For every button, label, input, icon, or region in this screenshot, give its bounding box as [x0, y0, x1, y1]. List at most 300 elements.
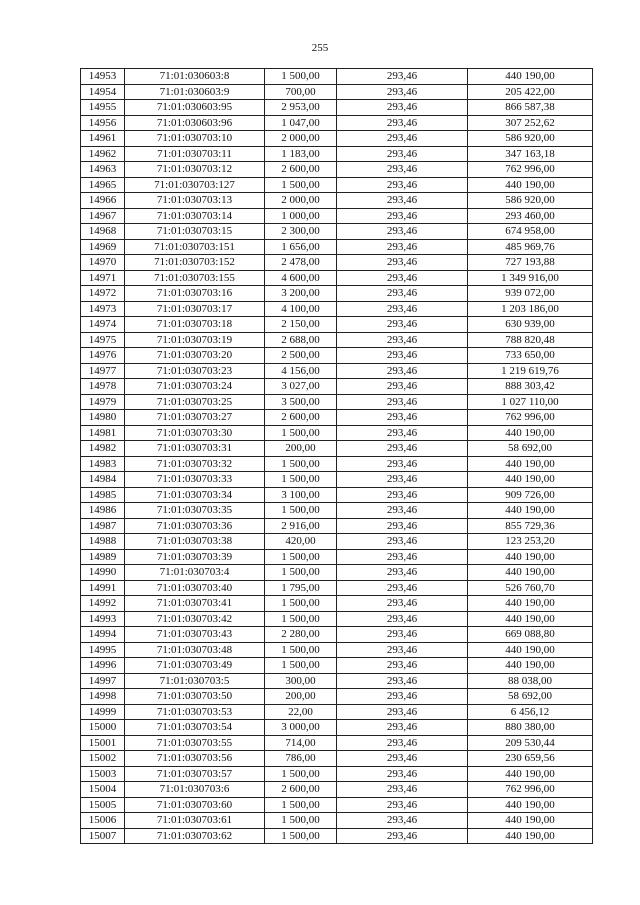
value-cell: 307 252,62 [468, 115, 593, 131]
table-row [81, 363, 593, 379]
row-number-cell: 14977 [81, 363, 125, 379]
table-row [81, 286, 593, 302]
row-number-cell: 14991 [81, 580, 125, 596]
area-cell: 3 500,00 [265, 394, 337, 410]
rate-cell: 293,46 [337, 410, 468, 426]
cadastral-number-cell: 71:01:030703:35 [125, 503, 265, 519]
rate-cell: 293,46 [337, 317, 468, 333]
table-row [81, 797, 593, 813]
cadastral-number-cell: 71:01:030703:56 [125, 751, 265, 767]
cadastral-number-cell: 71:01:030703:155 [125, 270, 265, 286]
area-cell: 2 500,00 [265, 348, 337, 364]
value-cell: 762 996,00 [468, 162, 593, 178]
value-cell: 485 969,76 [468, 239, 593, 255]
row-number-cell: 15002 [81, 751, 125, 767]
value-cell: 630 939,00 [468, 317, 593, 333]
cadastral-number-cell: 71:01:030703:127 [125, 177, 265, 193]
area-cell: 1 500,00 [265, 425, 337, 441]
area-cell: 2 600,00 [265, 162, 337, 178]
cadastral-number-cell: 71:01:030703:33 [125, 472, 265, 488]
value-cell: 586 920,00 [468, 131, 593, 147]
cadastral-number-cell: 71:01:030703:43 [125, 627, 265, 643]
cadastral-number-cell: 71:01:030703:15 [125, 224, 265, 240]
value-cell: 440 190,00 [468, 596, 593, 612]
area-cell: 2 000,00 [265, 193, 337, 209]
table-row [81, 565, 593, 581]
value-cell: 58 692,00 [468, 689, 593, 705]
row-number-cell: 14990 [81, 565, 125, 581]
row-number-cell: 15001 [81, 735, 125, 751]
value-cell: 1 349 916,00 [468, 270, 593, 286]
cadastral-number-cell: 71:01:030703:27 [125, 410, 265, 426]
rate-cell: 293,46 [337, 239, 468, 255]
row-number-cell: 14961 [81, 131, 125, 147]
row-number-cell: 14956 [81, 115, 125, 131]
rate-cell: 293,46 [337, 735, 468, 751]
cadastral-number-cell: 71:01:030703:53 [125, 704, 265, 720]
row-number-cell: 15004 [81, 782, 125, 798]
value-cell: 440 190,00 [468, 69, 593, 85]
row-number-cell: 14989 [81, 549, 125, 565]
value-cell: 788 820,48 [468, 332, 593, 348]
row-number-cell: 14978 [81, 379, 125, 395]
row-number-cell: 14998 [81, 689, 125, 705]
value-cell: 1 219 619,76 [468, 363, 593, 379]
table-row [81, 69, 593, 85]
cadastral-number-cell: 71:01:030703:6 [125, 782, 265, 798]
table-row [81, 255, 593, 271]
rate-cell: 293,46 [337, 534, 468, 550]
table-row [81, 146, 593, 162]
area-cell: 2 688,00 [265, 332, 337, 348]
area-cell: 2 953,00 [265, 100, 337, 116]
row-number-cell: 14992 [81, 596, 125, 612]
value-cell: 762 996,00 [468, 782, 593, 798]
table-row [81, 239, 593, 255]
area-cell: 1 183,00 [265, 146, 337, 162]
cadastral-number-cell: 71:01:030703:12 [125, 162, 265, 178]
value-cell: 586 920,00 [468, 193, 593, 209]
row-number-cell: 14971 [81, 270, 125, 286]
cadastral-number-cell: 71:01:030703:55 [125, 735, 265, 751]
table-row [81, 301, 593, 317]
rate-cell: 293,46 [337, 782, 468, 798]
rate-cell: 293,46 [337, 549, 468, 565]
table-row [81, 472, 593, 488]
table-row [81, 766, 593, 782]
cadastral-number-cell: 71:01:030703:151 [125, 239, 265, 255]
table-row [81, 735, 593, 751]
cadastral-number-cell: 71:01:030703:23 [125, 363, 265, 379]
area-cell: 1 500,00 [265, 658, 337, 674]
table-row [81, 348, 593, 364]
value-cell: 855 729,36 [468, 518, 593, 534]
cadastral-number-cell: 71:01:030703:32 [125, 456, 265, 472]
area-cell: 1 500,00 [265, 472, 337, 488]
area-cell: 2 916,00 [265, 518, 337, 534]
cadastral-number-cell: 71:01:030703:36 [125, 518, 265, 534]
area-cell: 1 500,00 [265, 642, 337, 658]
row-number-cell: 15005 [81, 797, 125, 813]
value-cell: 440 190,00 [468, 828, 593, 844]
rate-cell: 293,46 [337, 642, 468, 658]
area-cell: 1 500,00 [265, 549, 337, 565]
area-cell: 2 150,00 [265, 317, 337, 333]
cadastral-number-cell: 71:01:030603:8 [125, 69, 265, 85]
table-row [81, 751, 593, 767]
rate-cell: 293,46 [337, 596, 468, 612]
table-row [81, 115, 593, 131]
rate-cell: 293,46 [337, 208, 468, 224]
rate-cell: 293,46 [337, 813, 468, 829]
table-row [81, 828, 593, 844]
rate-cell: 293,46 [337, 627, 468, 643]
row-number-cell: 15003 [81, 766, 125, 782]
table-row [81, 162, 593, 178]
cadastral-number-cell: 71:01:030703:39 [125, 549, 265, 565]
rate-cell: 293,46 [337, 658, 468, 674]
rate-cell: 293,46 [337, 348, 468, 364]
row-number-cell: 15000 [81, 720, 125, 736]
cadastral-number-cell: 71:01:030703:41 [125, 596, 265, 612]
cadastral-number-cell: 71:01:030703:38 [125, 534, 265, 550]
table-row [81, 673, 593, 689]
rate-cell: 293,46 [337, 704, 468, 720]
cadastral-number-cell: 71:01:030703:152 [125, 255, 265, 271]
land-parcel-table [80, 68, 593, 844]
table-row [81, 704, 593, 720]
area-cell: 2 000,00 [265, 131, 337, 147]
rate-cell: 293,46 [337, 193, 468, 209]
value-cell: 674 958,00 [468, 224, 593, 240]
area-cell: 1 000,00 [265, 208, 337, 224]
row-number-cell: 14965 [81, 177, 125, 193]
rate-cell: 293,46 [337, 720, 468, 736]
rate-cell: 293,46 [337, 766, 468, 782]
table-row [81, 720, 593, 736]
row-number-cell: 14980 [81, 410, 125, 426]
table-row [81, 379, 593, 395]
table-row [81, 689, 593, 705]
area-cell: 4 600,00 [265, 270, 337, 286]
cadastral-number-cell: 71:01:030603:95 [125, 100, 265, 116]
cadastral-number-cell: 71:01:030703:61 [125, 813, 265, 829]
row-number-cell: 14997 [81, 673, 125, 689]
row-number-cell: 15006 [81, 813, 125, 829]
value-cell: 762 996,00 [468, 410, 593, 426]
area-cell: 200,00 [265, 689, 337, 705]
table-row [81, 534, 593, 550]
row-number-cell: 14987 [81, 518, 125, 534]
area-cell: 1 500,00 [265, 565, 337, 581]
rate-cell: 293,46 [337, 611, 468, 627]
rate-cell: 293,46 [337, 286, 468, 302]
value-cell: 58 692,00 [468, 441, 593, 457]
row-number-cell: 14975 [81, 332, 125, 348]
cadastral-number-cell: 71:01:030703:16 [125, 286, 265, 302]
area-cell: 3 000,00 [265, 720, 337, 736]
value-cell: 440 190,00 [468, 766, 593, 782]
value-cell: 440 190,00 [468, 503, 593, 519]
area-cell: 22,00 [265, 704, 337, 720]
cadastral-number-cell: 71:01:030703:60 [125, 797, 265, 813]
value-cell: 440 190,00 [468, 565, 593, 581]
value-cell: 526 760,70 [468, 580, 593, 596]
table-row [81, 782, 593, 798]
table-row [81, 270, 593, 286]
area-cell: 2 600,00 [265, 782, 337, 798]
value-cell: 347 163,18 [468, 146, 593, 162]
table-row [81, 813, 593, 829]
table-row [81, 410, 593, 426]
cadastral-number-cell: 71:01:030703:5 [125, 673, 265, 689]
row-number-cell: 14999 [81, 704, 125, 720]
rate-cell: 293,46 [337, 580, 468, 596]
rate-cell: 293,46 [337, 224, 468, 240]
area-cell: 3 027,00 [265, 379, 337, 395]
value-cell: 1 203 186,00 [468, 301, 593, 317]
rate-cell: 293,46 [337, 270, 468, 286]
cadastral-number-cell: 71:01:030703:50 [125, 689, 265, 705]
value-cell: 205 422,00 [468, 84, 593, 100]
row-number-cell: 14996 [81, 658, 125, 674]
rate-cell: 293,46 [337, 472, 468, 488]
area-cell: 420,00 [265, 534, 337, 550]
cadastral-number-cell: 71:01:030703:13 [125, 193, 265, 209]
value-cell: 440 190,00 [468, 611, 593, 627]
table-row [81, 131, 593, 147]
cadastral-number-cell: 71:01:030703:34 [125, 487, 265, 503]
area-cell: 2 300,00 [265, 224, 337, 240]
value-cell: 669 088,80 [468, 627, 593, 643]
area-cell: 2 478,00 [265, 255, 337, 271]
cadastral-number-cell: 71:01:030703:25 [125, 394, 265, 410]
rate-cell: 293,46 [337, 456, 468, 472]
table-row [81, 84, 593, 100]
area-cell: 700,00 [265, 84, 337, 100]
area-cell: 300,00 [265, 673, 337, 689]
row-number-cell: 14973 [81, 301, 125, 317]
table-body [81, 69, 593, 844]
value-cell: 880 380,00 [468, 720, 593, 736]
area-cell: 4 100,00 [265, 301, 337, 317]
table-row [81, 487, 593, 503]
table-row [81, 177, 593, 193]
value-cell: 888 303,42 [468, 379, 593, 395]
area-cell: 1 500,00 [265, 828, 337, 844]
area-cell: 3 100,00 [265, 487, 337, 503]
table-row [81, 518, 593, 534]
value-cell: 939 072,00 [468, 286, 593, 302]
table-row [81, 441, 593, 457]
cadastral-number-cell: 71:01:030603:96 [125, 115, 265, 131]
area-cell: 1 500,00 [265, 611, 337, 627]
cadastral-number-cell: 71:01:030703:4 [125, 565, 265, 581]
area-cell: 1 656,00 [265, 239, 337, 255]
table-row [81, 332, 593, 348]
area-cell: 1 500,00 [265, 456, 337, 472]
cadastral-number-cell: 71:01:030703:48 [125, 642, 265, 658]
rate-cell: 293,46 [337, 69, 468, 85]
rate-cell: 293,46 [337, 689, 468, 705]
cadastral-number-cell: 71:01:030703:54 [125, 720, 265, 736]
table-row [81, 317, 593, 333]
cadastral-number-cell: 71:01:030703:42 [125, 611, 265, 627]
table-row [81, 224, 593, 240]
table-row [81, 394, 593, 410]
cadastral-number-cell: 71:01:030703:10 [125, 131, 265, 147]
value-cell: 230 659,56 [468, 751, 593, 767]
row-number-cell: 15007 [81, 828, 125, 844]
rate-cell: 293,46 [337, 363, 468, 379]
value-cell: 440 190,00 [468, 658, 593, 674]
value-cell: 1 027 110,00 [468, 394, 593, 410]
rate-cell: 293,46 [337, 301, 468, 317]
area-cell: 1 500,00 [265, 766, 337, 782]
value-cell: 6 456,12 [468, 704, 593, 720]
area-cell: 786,00 [265, 751, 337, 767]
area-cell: 1 500,00 [265, 503, 337, 519]
cadastral-number-cell: 71:01:030703:17 [125, 301, 265, 317]
table-row [81, 100, 593, 116]
value-cell: 909 726,00 [468, 487, 593, 503]
cadastral-number-cell: 71:01:030703:11 [125, 146, 265, 162]
area-cell: 1 500,00 [265, 797, 337, 813]
rate-cell: 293,46 [337, 177, 468, 193]
row-number-cell: 14970 [81, 255, 125, 271]
rate-cell: 293,46 [337, 518, 468, 534]
cadastral-number-cell: 71:01:030703:40 [125, 580, 265, 596]
row-number-cell: 14994 [81, 627, 125, 643]
row-number-cell: 14955 [81, 100, 125, 116]
rate-cell: 293,46 [337, 487, 468, 503]
table-row [81, 642, 593, 658]
row-number-cell: 14966 [81, 193, 125, 209]
value-cell: 440 190,00 [468, 425, 593, 441]
row-number-cell: 14983 [81, 456, 125, 472]
row-number-cell: 14981 [81, 425, 125, 441]
row-number-cell: 14969 [81, 239, 125, 255]
rate-cell: 293,46 [337, 425, 468, 441]
cadastral-number-cell: 71:01:030703:24 [125, 379, 265, 395]
area-cell: 1 500,00 [265, 813, 337, 829]
area-cell: 2 280,00 [265, 627, 337, 643]
table-row [81, 549, 593, 565]
value-cell: 440 190,00 [468, 642, 593, 658]
row-number-cell: 14972 [81, 286, 125, 302]
value-cell: 88 038,00 [468, 673, 593, 689]
rate-cell: 293,46 [337, 84, 468, 100]
value-cell: 293 460,00 [468, 208, 593, 224]
rate-cell: 293,46 [337, 394, 468, 410]
cadastral-number-cell: 71:01:030603:9 [125, 84, 265, 100]
cadastral-number-cell: 71:01:030703:20 [125, 348, 265, 364]
row-number-cell: 14986 [81, 503, 125, 519]
table-row [81, 596, 593, 612]
area-cell: 1 500,00 [265, 177, 337, 193]
cadastral-number-cell: 71:01:030703:49 [125, 658, 265, 674]
rate-cell: 293,46 [337, 131, 468, 147]
table-row [81, 425, 593, 441]
rate-cell: 293,46 [337, 751, 468, 767]
row-number-cell: 14968 [81, 224, 125, 240]
table-row [81, 611, 593, 627]
rate-cell: 293,46 [337, 565, 468, 581]
row-number-cell: 14988 [81, 534, 125, 550]
row-number-cell: 14982 [81, 441, 125, 457]
row-number-cell: 14953 [81, 69, 125, 85]
cadastral-number-cell: 71:01:030703:57 [125, 766, 265, 782]
area-cell: 2 600,00 [265, 410, 337, 426]
row-number-cell: 14963 [81, 162, 125, 178]
value-cell: 440 190,00 [468, 797, 593, 813]
table-row [81, 208, 593, 224]
row-number-cell: 14995 [81, 642, 125, 658]
rate-cell: 293,46 [337, 100, 468, 116]
cadastral-number-cell: 71:01:030703:18 [125, 317, 265, 333]
row-number-cell: 14967 [81, 208, 125, 224]
table-row [81, 658, 593, 674]
rate-cell: 293,46 [337, 146, 468, 162]
rate-cell: 293,46 [337, 828, 468, 844]
area-cell: 714,00 [265, 735, 337, 751]
rate-cell: 293,46 [337, 332, 468, 348]
area-cell: 1 500,00 [265, 69, 337, 85]
table-row [81, 193, 593, 209]
rate-cell: 293,46 [337, 673, 468, 689]
cadastral-number-cell: 71:01:030703:14 [125, 208, 265, 224]
rate-cell: 293,46 [337, 115, 468, 131]
value-cell: 866 587,38 [468, 100, 593, 116]
row-number-cell: 14984 [81, 472, 125, 488]
row-number-cell: 14976 [81, 348, 125, 364]
table-row [81, 580, 593, 596]
area-cell: 3 200,00 [265, 286, 337, 302]
rate-cell: 293,46 [337, 255, 468, 271]
page-number: 255 [311, 42, 329, 54]
row-number-cell: 14962 [81, 146, 125, 162]
value-cell: 123 253,20 [468, 534, 593, 550]
row-number-cell: 14985 [81, 487, 125, 503]
value-cell: 733 650,00 [468, 348, 593, 364]
table-row [81, 503, 593, 519]
value-cell: 440 190,00 [468, 456, 593, 472]
area-cell: 1 047,00 [265, 115, 337, 131]
row-number-cell: 14974 [81, 317, 125, 333]
row-number-cell: 14979 [81, 394, 125, 410]
value-cell: 440 190,00 [468, 813, 593, 829]
value-cell: 440 190,00 [468, 549, 593, 565]
rate-cell: 293,46 [337, 797, 468, 813]
value-cell: 209 530,44 [468, 735, 593, 751]
row-number-cell: 14954 [81, 84, 125, 100]
rate-cell: 293,46 [337, 379, 468, 395]
value-cell: 440 190,00 [468, 177, 593, 193]
value-cell: 440 190,00 [468, 472, 593, 488]
value-cell: 727 193,88 [468, 255, 593, 271]
area-cell: 4 156,00 [265, 363, 337, 379]
row-number-cell: 14993 [81, 611, 125, 627]
rate-cell: 293,46 [337, 441, 468, 457]
rate-cell: 293,46 [337, 503, 468, 519]
area-cell: 1 795,00 [265, 580, 337, 596]
table-row [81, 627, 593, 643]
cadastral-number-cell: 71:01:030703:31 [125, 441, 265, 457]
cadastral-number-cell: 71:01:030703:19 [125, 332, 265, 348]
cadastral-number-cell: 71:01:030703:62 [125, 828, 265, 844]
rate-cell: 293,46 [337, 162, 468, 178]
cadastral-number-cell: 71:01:030703:30 [125, 425, 265, 441]
